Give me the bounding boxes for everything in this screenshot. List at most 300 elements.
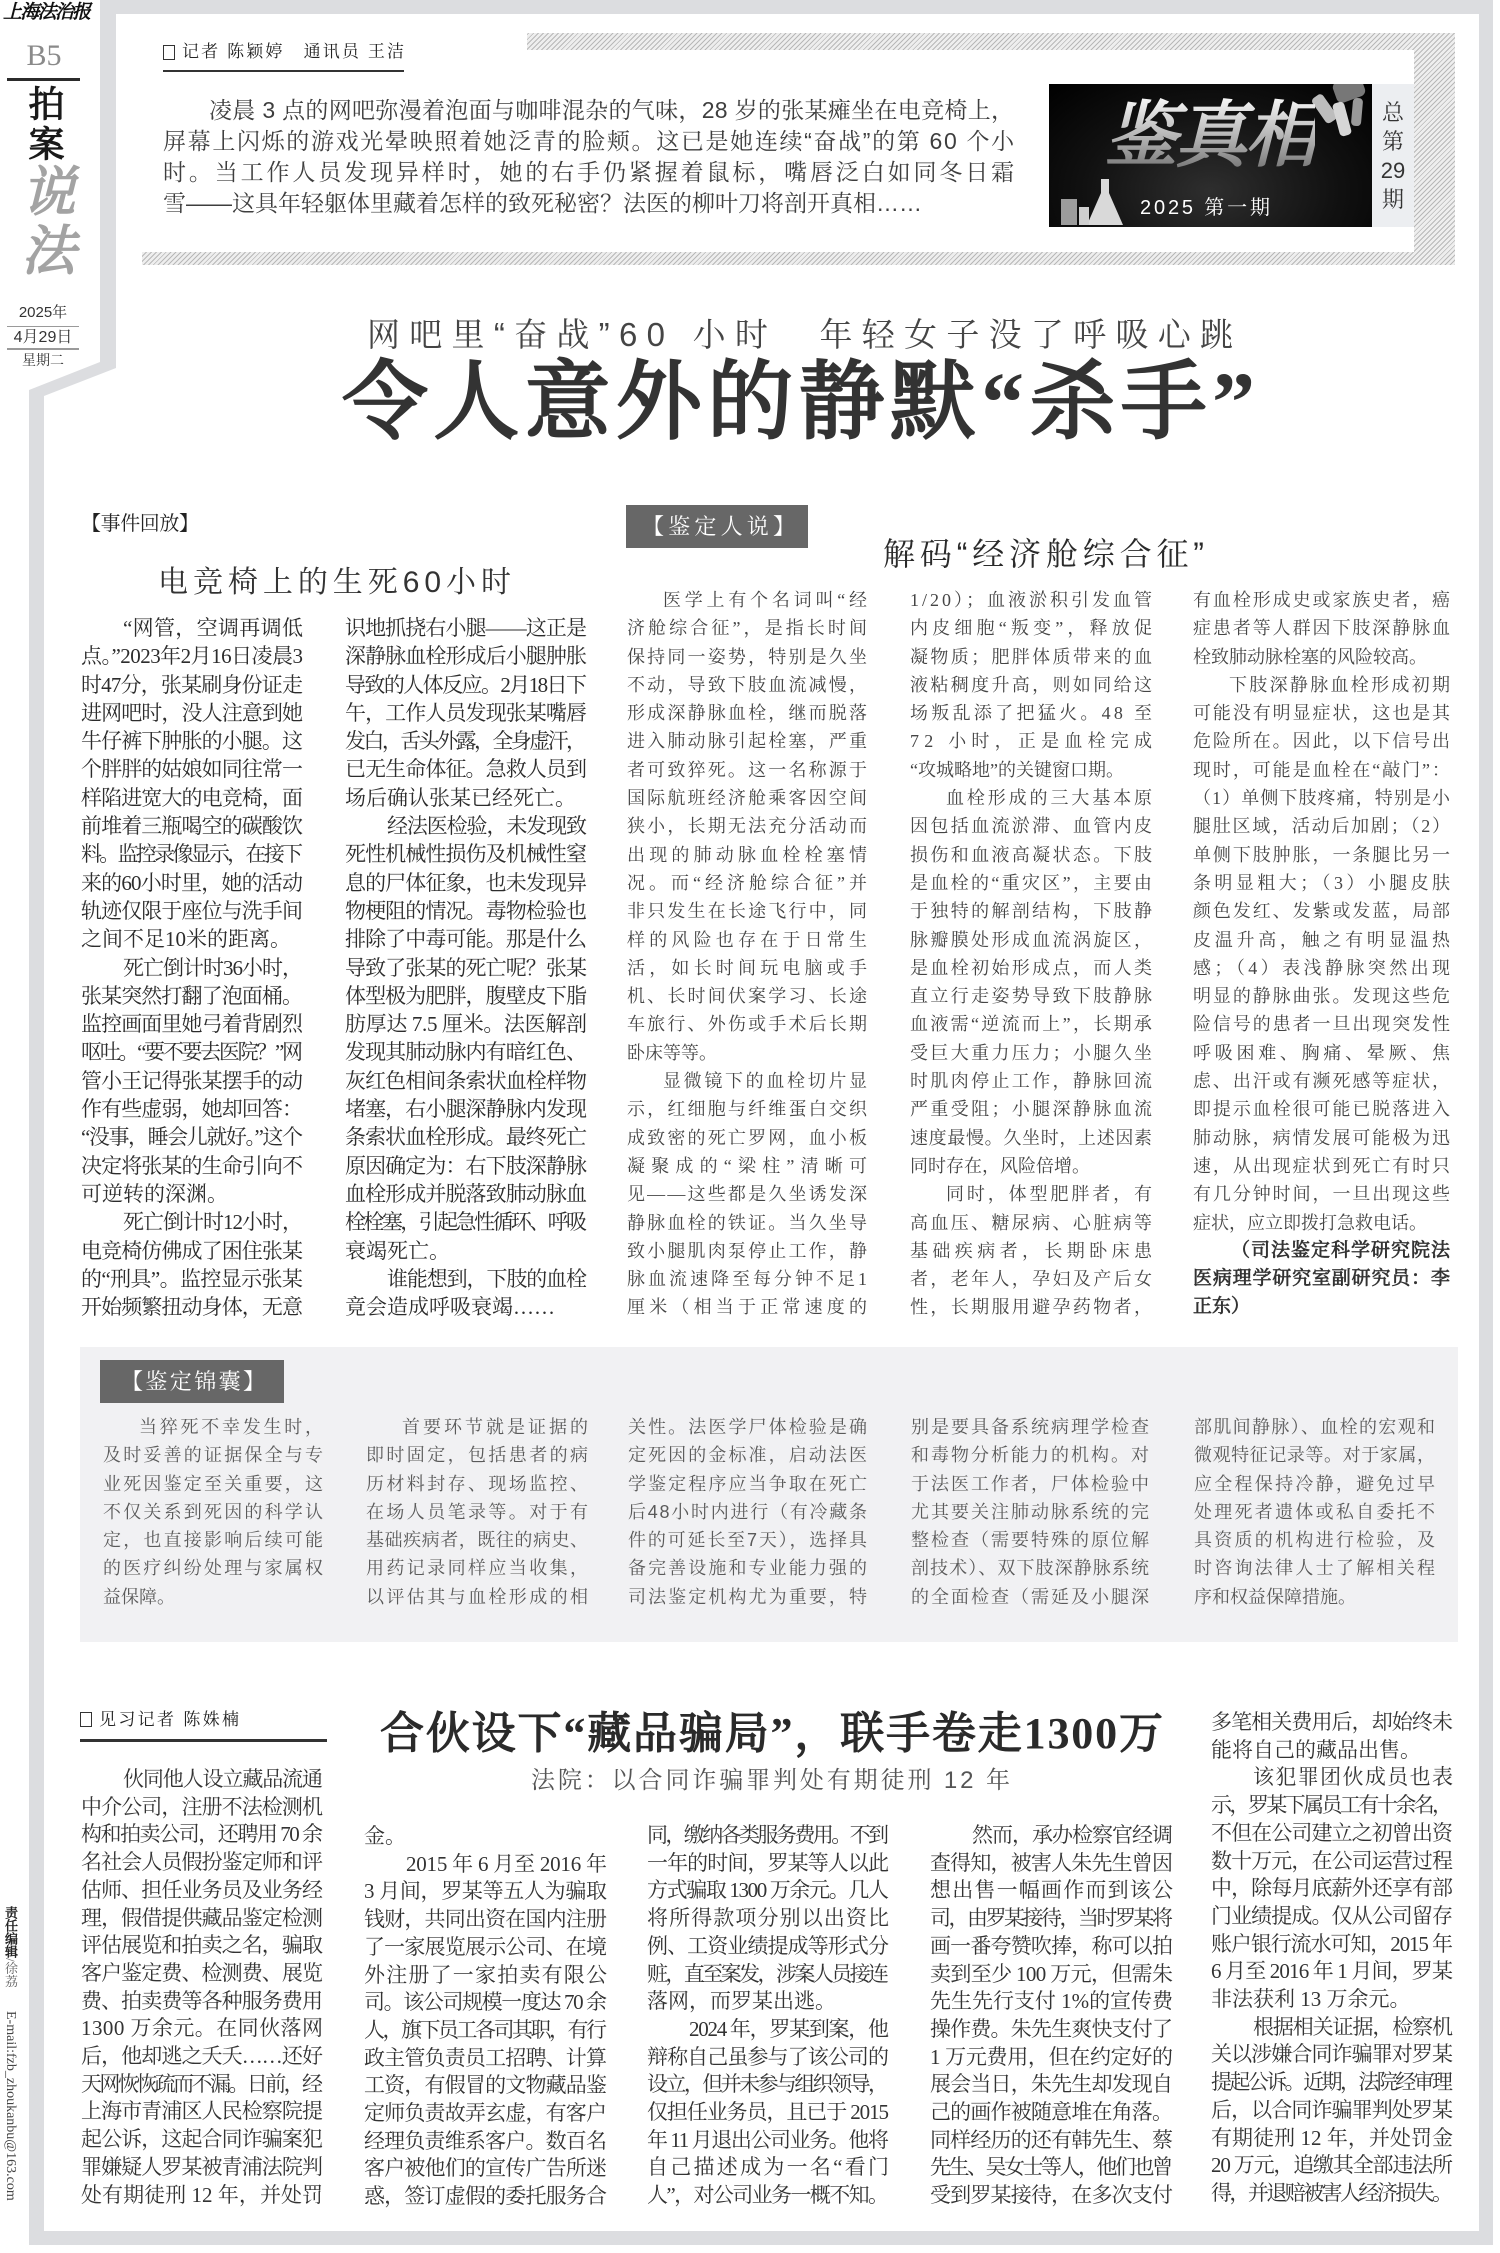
text-line: [103, 1526, 326, 1554]
text-line: [627, 1039, 867, 1067]
text-line: [81, 2154, 323, 2182]
text-line: [81, 2126, 323, 2154]
text-line: [1193, 756, 1450, 784]
paragraph: [1194, 1413, 1438, 1611]
text-line-content: 操作费。朱先生爽快支付了: [930, 2016, 1173, 2041]
text-line: [81, 840, 303, 868]
text-line-content: 进网吧时，没人注意到她: [81, 700, 303, 725]
text-line: [1194, 1470, 1438, 1498]
total-issue-char: 期: [1381, 186, 1404, 212]
article2-column-5: [1211, 1709, 1453, 2208]
paragraph: [628, 1413, 870, 1611]
text-line-content: 定死因的金标准，启动法医: [628, 1445, 870, 1466]
article2-column-1: [81, 1766, 323, 2209]
text-line-content: 不但在公司建立之初曾出资: [1211, 1820, 1453, 1845]
paragraph: [627, 1067, 874, 1322]
text-line-content: 现时，可能是血栓在“敲门”：: [1193, 759, 1452, 780]
text-line: [364, 1878, 607, 1906]
text-line: [628, 1498, 867, 1526]
text-line: [628, 1470, 870, 1498]
text-line-content: 基础疾病者，既往的病史、: [366, 1530, 589, 1551]
text-line: [364, 1823, 607, 1851]
text-line-content: 狭小，长期无法充分活动而: [627, 816, 870, 837]
text-line: [366, 1441, 591, 1469]
text-line-content: 况。而“经济舱综合征”并: [627, 872, 871, 893]
text-line-content: 高血压、糖尿病、心脏病等: [910, 1212, 1155, 1233]
text-line-content: 后48小时内进行（有冷藏条: [628, 1501, 869, 1522]
text-line: [1193, 1180, 1450, 1208]
text-line-content: 定师负责故弄玄虚，有客户: [364, 2101, 607, 2126]
byline-rule: [80, 1739, 327, 1742]
text-line-content: 有期徒刑 12 年，并处罚金: [1211, 2125, 1454, 2150]
text-line-content: 见——这些都是久坐诱发深: [627, 1184, 870, 1205]
text-line: [1211, 1737, 1453, 1765]
text-line: [81, 1821, 323, 1849]
text-line: [647, 1877, 889, 1905]
text-line: [345, 869, 587, 897]
text-line-content: 提起公诉。近期，法院经审理: [1211, 2070, 1451, 2095]
text-line-content: 客户被他们的宣传广告所迷: [364, 2156, 607, 2181]
text-line: [647, 2071, 889, 2099]
text-line-content: 门业绩提成。仅从公司留存: [1211, 1903, 1453, 1928]
text-line-content: 有几分钟时间，一旦出现这些: [1193, 1184, 1452, 1205]
text-line-content: 用药记录同样应当收集，: [366, 1558, 591, 1579]
text-line-content: 示，罗某下属员工有十余名，: [1211, 1793, 1451, 1818]
text-line-content: 2024 年，罗某到案，他: [689, 2016, 888, 2041]
text-line-content: 料。监控录像显示，在接下: [81, 842, 301, 867]
text-line: [930, 2154, 1173, 2182]
text-line-content: 别是要具备系统病理学检查: [911, 1417, 1151, 1437]
text-line: [910, 586, 1155, 614]
text-line-content: 颜色发红、发紫或发蓝，局部: [1193, 901, 1452, 922]
text-line-content: 后，他却逃之夭夭……还好: [81, 2044, 323, 2069]
text-line: [647, 2154, 892, 2182]
text-line-content: 业死因鉴定至关重要，这: [103, 1473, 326, 1494]
text-line-content: 卖到至少 100 万元，但需朱: [930, 1961, 1173, 1986]
article2-title: [380, 1710, 1163, 1758]
text-line-content: 1 万元费用，但在约定好的: [930, 2044, 1173, 2069]
byline-rule: [163, 70, 404, 72]
text-line: [1193, 1265, 1450, 1293]
paragraph: [81, 954, 303, 1209]
text-line-content: 腿肚区域，活动后加剧；（2）: [1193, 816, 1452, 837]
text-line: [81, 784, 303, 812]
text-line: [1194, 1526, 1438, 1554]
headline-title: [342, 354, 1261, 450]
text-line: [345, 897, 587, 925]
text-line-content: 轨迹仅限于座位与洗手间: [81, 898, 303, 923]
text-line-content: 关以涉嫌合同诈骗罪对罗某: [1211, 2042, 1453, 2067]
text-line: [81, 1095, 303, 1123]
text-line-content: 工资，有假冒的文物藏品鉴: [364, 2073, 607, 2098]
text-line: [647, 1933, 889, 1961]
text-line: [1211, 2069, 1453, 2097]
text-line: [627, 699, 870, 727]
text-line-content: 症状，应立即拨打急救电话。: [1193, 1212, 1427, 1233]
text-line-content: 有血栓形成史或家族史者，癌: [1193, 590, 1452, 610]
text-line-content: 尤其要关注肺动脉系统的完: [911, 1501, 1151, 1522]
text-line-content: 午，工作人员发现张某嘴唇: [345, 700, 587, 725]
article2-byline: [99, 1709, 242, 1731]
text-line: [1211, 2097, 1453, 2125]
text-line-content: 6 月至 2016 年 1 月间，罗某: [1211, 1959, 1453, 1984]
total-issue-char: 第: [1381, 128, 1404, 154]
text-line: [81, 2182, 323, 2210]
newspaper-logo-text: 上海法治报: [3, 2, 90, 23]
text-line-content: 之间不足10米的距离。: [81, 927, 291, 952]
text-line-content: 示，红细胞与纤维蛋白交织: [627, 1099, 870, 1120]
text-line-content: 液粘稠度升高，则如同给这: [910, 674, 1155, 695]
tips-column-2: [366, 1413, 591, 1611]
section-label-expert-text: 【鉴定人说】: [642, 514, 800, 539]
tips-column-5: [1194, 1413, 1438, 1611]
text-line-content: 损伤和血液高凝状态。下肢: [910, 844, 1155, 865]
text-line: [910, 1265, 1155, 1293]
text-line-content: 谁能想到，下肢的血栓: [387, 1266, 586, 1291]
text-line-content: 肺动脉，病情发展可能极为迅: [1193, 1127, 1452, 1148]
text-line: [910, 1124, 1152, 1152]
text-line-content: 罪嫌疑人罗某被青浦法院判: [81, 2154, 323, 2179]
text-line-content: 发现其肺动脉内有暗红色、: [345, 1040, 587, 1065]
series-badge: [1049, 84, 1372, 227]
text-line-content: 保持同一姿势，特别是久坐: [627, 646, 870, 667]
text-line-content: 基础疾病者，长期卧床患: [910, 1240, 1157, 1261]
text-line: [910, 1095, 1155, 1123]
text-line: [910, 1039, 1155, 1067]
text-line-content: 以评估其与血栓形成的相: [366, 1586, 591, 1607]
text-line-content: 作有些虚弱，她却回答：: [81, 1097, 303, 1122]
text-line: [1193, 671, 1453, 699]
text-line: [930, 2099, 1173, 2127]
text-line: [911, 1526, 1149, 1554]
text-line: [81, 925, 303, 953]
text-line: [345, 755, 587, 783]
text-line: [910, 699, 1156, 727]
page-frame-bottom: [29, 2231, 1493, 2245]
paragraph: [366, 1413, 591, 1611]
text-line: [81, 755, 303, 783]
text-line: [1193, 1067, 1450, 1095]
date-weekday: 星期二: [22, 352, 64, 368]
text-line-content: 上海市青浦区人民检察院提: [81, 2099, 323, 2124]
text-line: [81, 614, 303, 642]
newspaper-logo: [3, 1, 91, 25]
text-line-content: 仅担任业务员，且已于 2015: [647, 2100, 888, 2125]
text-line: [345, 1152, 587, 1180]
article2-column-4: [930, 1822, 1173, 2210]
text-line-content: 时47分，张某刷身份证走: [81, 672, 303, 697]
text-line-content: 人”，对公司业务一概不知。: [647, 2183, 888, 2208]
text-line: [627, 982, 870, 1010]
text-line-content: 衰竭死亡。: [345, 1238, 450, 1263]
text-line-content: 呼吸困难、胸痛、晕厥、焦: [1193, 1042, 1454, 1063]
expert-title: [883, 536, 1209, 572]
date-rule: [7, 348, 79, 350]
text-line: [1211, 1958, 1453, 1986]
text-line: [910, 954, 1155, 982]
text-line-content: 时咨询法律人士了解相关程: [1194, 1558, 1438, 1579]
text-line: [345, 925, 587, 953]
text-line-content: “网管，空调再调低: [123, 616, 304, 640]
text-line: [910, 1010, 1155, 1038]
text-line-content: 数十万元，在公司运营过程: [1211, 1848, 1453, 1873]
text-line: [627, 841, 872, 869]
editor-label: 责任编辑: [3, 1906, 18, 1958]
text-line: [627, 586, 871, 614]
section-label-tips-text: 【鉴定锦囊】: [121, 1369, 268, 1394]
text-line-content: 死亡倒计时12小时，: [123, 1210, 302, 1235]
date-rule: [7, 326, 79, 327]
text-line-content: 死亡倒计时36小时，: [123, 955, 302, 980]
text-line: [81, 699, 303, 727]
text-line: [366, 1554, 591, 1582]
text-line-content: 开始频繁扭动身体，无意: [81, 1295, 303, 1320]
text-line: [366, 1498, 591, 1526]
article2-column-3: [647, 1822, 892, 2210]
column-name: 拍案: [24, 85, 65, 165]
text-line-content: 时肌肉停止工作，静脉回流: [910, 1071, 1155, 1092]
text-line: [81, 2071, 323, 2099]
text-line: [81, 1237, 303, 1265]
text-line-content: 虑、出汗或有濒死感等症状，: [1193, 1071, 1452, 1092]
text-line: [1194, 1413, 1435, 1441]
paragraph: [910, 586, 1158, 784]
paragraph: [910, 1180, 1157, 1321]
story-title-text: 电竞椅上的生死60小时: [158, 566, 516, 599]
text-line: [81, 1905, 323, 1933]
text-line-content: 场后确认张某已经死亡。: [345, 785, 576, 810]
text-line: [345, 840, 587, 868]
text-line: [930, 1988, 1173, 2016]
text-line-content: 栓致肺动脉栓塞的风险较高。: [1193, 646, 1427, 667]
text-line-content: 司，由罗某接待，当时罗某将: [930, 1906, 1171, 1931]
text-line-content: 具资质的机构进行检验，及: [1194, 1530, 1438, 1551]
text-line-content: 险信号的患者一旦出现突发性: [1193, 1014, 1452, 1035]
text-line-content: 序和权益保障措施。: [1194, 1586, 1356, 1607]
text-line-content: 医病理学研究室副研究员：李: [1193, 1268, 1451, 1290]
text-line: [910, 1067, 1155, 1095]
text-line-content: 20 万元，追缴其全部违法所: [1211, 2153, 1452, 2178]
text-line-content: 件的可延长至7天），选择具: [628, 1530, 869, 1551]
text-line: [163, 95, 1014, 126]
text-line: [627, 643, 870, 671]
text-line: [1211, 1820, 1453, 1848]
text-line: [627, 954, 872, 982]
text-line-content: 的“刑具”。监控显示张某: [81, 1266, 303, 1291]
text-line-content: 3 月间，罗某等五人为骗取: [364, 1879, 607, 1904]
text-line: [930, 2044, 1173, 2072]
text-line-content: 速，从出现症状到死亡有时只: [1193, 1155, 1452, 1176]
text-line-content: 备完善设施和专业能力强的: [628, 1558, 870, 1579]
text-line: [911, 1554, 1149, 1582]
section-label-tips-inner: [121, 1360, 268, 1403]
text-line-content: 已无生命体征。急救人员到: [345, 757, 587, 782]
text-line-content: 处理死者遗体或私自委托不: [1194, 1501, 1438, 1522]
text-line: [1193, 1039, 1454, 1067]
text-line: [627, 614, 871, 642]
text-line: [930, 2127, 1173, 2155]
text-line-content: 息的尸体征象，也未发现异: [345, 870, 587, 895]
text-line: [910, 727, 1158, 755]
text-line: [345, 784, 587, 812]
paragraph: [1193, 1237, 1450, 1322]
text-line-content: 因包括血流淤滞、血管内皮: [910, 816, 1155, 837]
beaker-shape: [1061, 199, 1077, 225]
paragraph: [647, 2016, 892, 2210]
text-line: [1211, 1709, 1453, 1737]
text-line: [911, 1470, 1149, 1498]
text-line: [911, 1498, 1149, 1526]
text-line-content: 感；（4）表浅静脉突然出现: [1193, 957, 1454, 978]
editor-name: /徐荔: [3, 1958, 18, 1988]
text-line: [81, 671, 303, 699]
text-line: [647, 1988, 889, 2016]
text-line-content: 脉血流速降至每分钟不足1: [627, 1269, 870, 1290]
text-line: [647, 1850, 889, 1878]
text-line: [163, 188, 1014, 219]
masthead-rule: [7, 78, 80, 81]
text-line-content: 的医疗纠纷处理与家属权: [103, 1558, 326, 1579]
text-line-content: 管小王记得张某摆手的动: [81, 1068, 303, 1093]
text-line: [1211, 2041, 1453, 2069]
text-line-content: 机、长时间伏案学习、长途: [627, 986, 870, 1007]
text-line: [1193, 586, 1450, 614]
text-line: [627, 756, 870, 784]
text-line-content: 首要环节就是证据的: [402, 1417, 591, 1437]
text-line: [1193, 643, 1450, 671]
text-line-content: 可逆转的深渊。: [81, 1181, 228, 1206]
microscope-lens: [1351, 98, 1363, 127]
text-line-content: 客户鉴定费、检测费、展览: [81, 1960, 323, 1985]
paragraph: [911, 1413, 1149, 1611]
text-line: [910, 812, 1155, 840]
text-line-content: 估师、担任业务员及业务经: [81, 1877, 323, 1902]
total-issue-char: 总: [1381, 99, 1404, 125]
text-line: [1193, 1237, 1450, 1265]
text-line-content: 物梗阻的情况。毒物检验也: [345, 898, 587, 923]
text-line-content: 深静脉血栓形成后小腿肿胀: [345, 644, 587, 669]
text-line-content: 车旅行、外伤或手术后长期: [627, 1014, 870, 1035]
text-line: [1193, 1209, 1450, 1237]
text-line-content: 能将自己的藏品出售。: [1211, 1737, 1421, 1762]
text-line: [910, 841, 1155, 869]
text-line-content: 设立，但并未参与组织领导，: [647, 2072, 887, 2097]
text-line: [1211, 2152, 1453, 2180]
editor-email: E-mail:fzb_zhoukanbu@163.com: [3, 2011, 18, 2201]
text-line-content: “攻城略地”的关键窗口期。: [910, 759, 1124, 780]
text-line: [1194, 1554, 1438, 1582]
text-line: [345, 727, 587, 755]
text-line: [81, 812, 303, 840]
text-line: [345, 614, 587, 642]
text-line: [163, 126, 1014, 157]
text-line: [910, 869, 1155, 897]
text-line: [81, 727, 303, 755]
paragraph: [1193, 586, 1450, 671]
intro-byline: [182, 42, 407, 62]
paragraph: [1193, 671, 1454, 1237]
text-line: [1211, 1792, 1453, 1820]
text-line-content: 导致的人体反应。2月18日下: [345, 672, 586, 697]
text-line-content: 致小腿肌肉泵停止工作，静: [627, 1240, 870, 1261]
text-line-content: 样陷进宽大的电竞椅，面: [81, 785, 303, 810]
text-line-content: 当猝死不幸发生时，: [139, 1417, 326, 1437]
text-line: [1193, 1124, 1450, 1152]
date-year: 2025年: [18, 304, 68, 321]
text-line: [1211, 2014, 1453, 2042]
paragraph: [345, 614, 587, 812]
text-line: [910, 1152, 1152, 1180]
text-line: [1193, 1095, 1450, 1123]
text-line: [1194, 1583, 1435, 1611]
paragraph: [81, 1208, 303, 1321]
paragraph: [1211, 2014, 1453, 2208]
text-line: [364, 2100, 607, 2128]
text-line-content: 医学上有个名词叫“经: [663, 590, 871, 610]
text-line-content: 受到罗某接待，在多次支付: [930, 2183, 1173, 2208]
text-line: [647, 2099, 889, 2127]
paragraph: [81, 614, 303, 954]
text-line: [81, 1877, 323, 1905]
text-line-content: 不仅关系到死因的科学认: [103, 1501, 326, 1522]
paragraph: [1211, 1764, 1453, 2013]
paragraph: [103, 1413, 326, 1611]
text-line: [627, 671, 870, 699]
paragraph: [627, 586, 872, 1067]
text-line-content: 皮温升高，触之有明显温热: [1193, 929, 1454, 950]
text-line-content: 来的60小时里，她的活动: [81, 870, 303, 895]
text-line: [81, 2098, 323, 2126]
section-label-story: [81, 512, 199, 536]
text-line: [345, 1208, 587, 1236]
text-line: [364, 2017, 607, 2045]
story-title: [158, 566, 516, 600]
text-line: [345, 1180, 587, 1208]
text-line-content: 排除了中毒可能。那是什么: [345, 927, 587, 952]
text-line-content: 然而，承办检察官经调: [972, 1823, 1172, 1847]
text-line-content: 单侧下肢肿胀，一条腿比另一: [1193, 844, 1452, 865]
text-line: [81, 1265, 303, 1293]
text-line: [1193, 812, 1450, 840]
text-line-content: 活，如长时间玩电脑或手: [627, 957, 872, 978]
text-line-content: 静脉血栓的铁证。当久坐导: [627, 1212, 870, 1233]
text-line-content: 是血栓的“重灾区”，主要由: [910, 872, 1155, 893]
text-line-content: 名社会人员假扮鉴定师和评: [81, 1850, 323, 1875]
text-line-content: 外注册了一家拍卖有限公: [364, 1962, 609, 1987]
text-line: [364, 2072, 607, 2100]
intro-text: [163, 95, 1018, 219]
text-line-content: 年 11 月退出公司业务。他将: [647, 2127, 888, 2152]
text-line: [345, 982, 587, 1010]
text-line: [364, 2128, 607, 2156]
text-line: [81, 1152, 303, 1180]
text-line-content: 时。当工作人员发现异样时，她的右手仍紧握着鼠标，嘴唇泛白如同冬日霜: [163, 159, 1018, 185]
text-line-content: 条索状血栓形成。最终死亡: [345, 1125, 587, 1150]
text-line: [628, 1583, 870, 1611]
text-line-content: 下肢深静脉血栓形成初期: [1229, 674, 1453, 695]
text-line-content: 微观特征记录等。对于家属，: [1194, 1445, 1436, 1466]
text-line-content: 呕吐。“要不要去医院？”网: [81, 1040, 301, 1065]
text-line-content: 明显的静脉曲张。发现这些危: [1193, 986, 1452, 1007]
text-line-content: 得，并退赔被害人经济损失。: [1211, 2180, 1451, 2205]
article2-subtitle: [531, 1767, 1013, 1795]
text-line-content: 同时存在，风险倍增。: [910, 1155, 1090, 1176]
text-line-content: 己的画作被随意堆在角落。: [930, 2100, 1173, 2125]
text-line-content: 竟会造成呼吸衰竭……: [345, 1295, 555, 1320]
text-line: [345, 1038, 587, 1066]
text-line-content: 中，除每月底薪外还享有部: [1211, 1876, 1453, 1901]
text-line-content: 定，也直接影响后续可能: [103, 1530, 326, 1551]
